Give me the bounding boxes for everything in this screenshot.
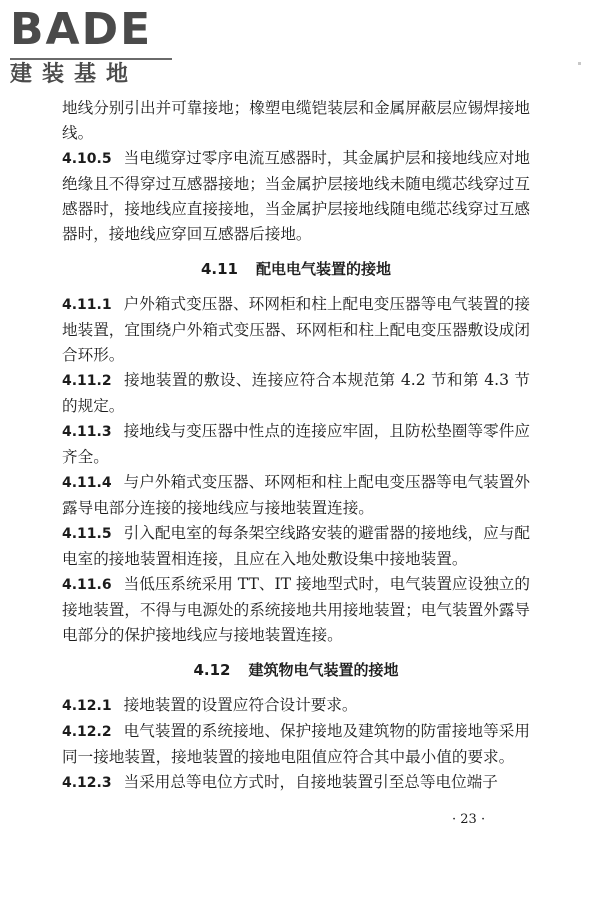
clause-4-11-4 [62, 470, 530, 521]
document-body [62, 96, 530, 796]
section-heading-4-12 [62, 658, 530, 683]
section-title: 配电电气装置的接地 [256, 260, 392, 278]
paragraph-continued: 地线分别引出并可靠接地；橡塑电缆铠装层和金属屏蔽层应锡焊接地线。 [62, 99, 530, 142]
clause-4-12-1 [62, 693, 530, 719]
clause-number: 4.11.4 [62, 475, 112, 491]
clause-4-11-3 [62, 419, 530, 470]
bade-logo [10, 6, 175, 88]
clause-number: 4.11.2 [62, 373, 112, 389]
clause-number: 4.12.1 [62, 698, 112, 714]
clause-text: 电气装置的系统接地、保护接地及建筑物的防雷接地等采用同一接地装置，接地装置的接地电阻值应符合其中最小值的要求。 [62, 722, 530, 766]
clause-4-11-5 [62, 521, 530, 572]
clause-number: 4.11.3 [62, 424, 112, 440]
clause-text: 接地装置的设置应符合设计要求。 [123, 696, 358, 714]
clause-4-11-1 [62, 292, 530, 368]
clause-text: 接地线与变压器中性点的连接应牢固，且防松垫圈等零件应齐全。 [62, 422, 530, 466]
clause-4-12-3 [62, 770, 530, 796]
section-number: 4.12 [193, 661, 231, 679]
clause-4-11-6 [62, 572, 530, 648]
logo-wordmark: BADE [10, 4, 153, 55]
clause-number: 4.11.1 [62, 297, 112, 313]
clause-4-10-5 [62, 146, 530, 247]
clause-text: 引入配电室的每条架空线路安装的避雷器的接地线，应与配电室的接地装置相连接，且应在入地处敷设集中接地装置。 [62, 524, 530, 568]
clause-text: 当采用总等电位方式时，自接地装置引至总等电位端子 [123, 773, 498, 791]
logo-chinese-text: 建装基地 [10, 62, 139, 87]
clause-number: 4.12.3 [62, 775, 112, 791]
clause-4-12-2 [62, 719, 530, 770]
clause-number: 4.11.5 [62, 526, 112, 542]
clause-text: 接地装置的敷设、连接应符合本规范第 4.2 节和第 4.3 节的规定。 [62, 371, 530, 415]
scan-dot [578, 62, 581, 65]
clause-number: 4.11.6 [62, 577, 112, 593]
section-heading-4-11 [62, 257, 530, 282]
clause-text: 当电缆穿过零序电流互感器时，其金属护层和接地线应对地绝缘且不得穿过互感器接地；当金属护层接地线未随电缆芯线穿过互感器时，接地线应直接接地，当金属护层接地线随电缆芯线穿过互感器时，接地线应穿回互感器后接地。 [62, 149, 530, 243]
section-title: 建筑物电气装置的接地 [248, 661, 399, 679]
clause-number: 4.10.5 [62, 151, 112, 167]
clause-text: 当低压系统采用 TT、IT 接地型式时，电气装置应设独立的接地装置，不得与电源处的系统接地共用接地装置；电气装置外露导电部分的保护接地线应与接地装置连接。 [62, 575, 530, 644]
clause-text: 与户外箱式变压器、环网柜和柱上配电变压器等电气装置外露导电部分连接的接地线应与接地装置连接。 [62, 473, 530, 517]
clause-text: 户外箱式变压器、环网柜和柱上配电变压器等电气装置的接地装置，宜围绕户外箱式变压器、环网柜和柱上配电变压器敷设成闭合环形。 [62, 295, 530, 364]
clause-4-11-2 [62, 368, 530, 419]
section-number: 4.11 [200, 260, 238, 278]
clause-number: 4.12.2 [62, 724, 112, 740]
page-number: · 23 · [452, 812, 486, 827]
logo-divider [10, 58, 172, 60]
